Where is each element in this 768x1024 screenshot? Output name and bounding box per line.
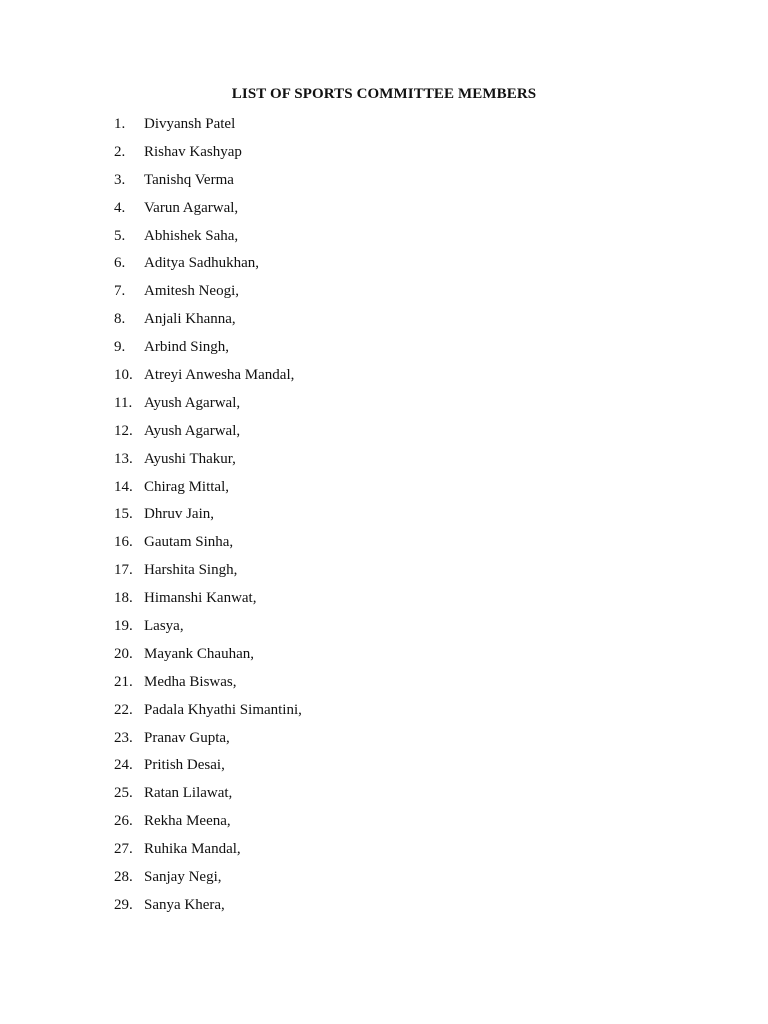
list-item-number: 12.	[114, 422, 133, 439]
list-item-number: 17.	[114, 562, 133, 579]
list-item	[0, 307, 768, 335]
list-item-name: Tanishq Verma	[144, 171, 234, 188]
list-item	[0, 558, 768, 586]
list-item-number: 23.	[114, 729, 133, 746]
page-title: LIST OF SPORTS COMMITTEE MEMBERS	[231, 86, 537, 102]
list-item	[0, 391, 768, 419]
list-item-name: Gautam Sinha,	[144, 534, 234, 551]
list-item	[0, 642, 768, 670]
list-item-number: 7.	[114, 283, 126, 300]
list-item-number: 9.	[114, 339, 126, 356]
member-list	[0, 112, 768, 921]
list-item	[0, 168, 768, 196]
list-item-name: Medha Biswas,	[144, 673, 237, 690]
list-item-name: Atreyi Anwesha Mandal,	[144, 367, 295, 384]
list-item	[0, 363, 768, 391]
list-item	[0, 140, 768, 168]
list-item-name: Padala Khyathi Simantini,	[144, 701, 302, 718]
list-item-number: 13.	[114, 450, 133, 467]
list-item	[0, 893, 768, 921]
list-item-name: Abhishek Saha,	[144, 227, 239, 244]
list-item-name: Dhruv Jain,	[144, 506, 214, 523]
list-item	[0, 335, 768, 363]
list-item-number: 16.	[114, 534, 133, 551]
list-item-name: Aditya Sadhukhan,	[144, 255, 259, 272]
list-item-number: 25.	[114, 785, 133, 802]
list-item-name: Himanshi Kanwat,	[144, 590, 257, 607]
list-item	[0, 447, 768, 475]
list-item-name: Varun Agarwal,	[144, 199, 239, 216]
list-item	[0, 670, 768, 698]
list-item-name: Amitesh Neogi,	[144, 283, 239, 300]
list-item-name: Chirag Mittal,	[144, 478, 229, 495]
list-item-name: Arbind Singh,	[144, 339, 230, 356]
list-item-name: Rishav Kashyap	[144, 143, 242, 160]
list-item-number: 1.	[114, 116, 126, 132]
list-item	[0, 112, 768, 140]
list-item-number: 19.	[114, 618, 133, 635]
list-item	[0, 196, 768, 224]
list-item-number: 3.	[114, 171, 126, 188]
list-item-number: 24.	[114, 757, 133, 774]
list-item-number: 6.	[114, 255, 126, 272]
list-item-number: 10.	[114, 367, 133, 384]
list-item-number: 4.	[114, 199, 126, 216]
list-item-name: Pranav Gupta,	[144, 729, 230, 746]
list-item-name: Ruhika Mandal,	[144, 841, 241, 858]
list-item-number: 29.	[114, 896, 133, 913]
list-item-number: 2.	[114, 143, 126, 160]
list-item-name: Ratan Lilawat,	[144, 785, 233, 802]
list-item-name: Ayush Agarwal,	[144, 394, 241, 411]
list-item-number: 20.	[114, 645, 133, 662]
list-item-name: Sanya Khera,	[144, 896, 225, 913]
list-item	[0, 586, 768, 614]
list-item-number: 18.	[114, 590, 133, 607]
list-item	[0, 530, 768, 558]
list-item	[0, 224, 768, 252]
list-item	[0, 837, 768, 865]
list-item	[0, 781, 768, 809]
list-item-name: Lasya,	[144, 618, 184, 635]
list-item-name: Sanjay Negi,	[144, 869, 222, 886]
list-item-number: 14.	[114, 478, 133, 495]
list-item-name: Ayushi Thakur,	[144, 450, 236, 467]
list-item	[0, 865, 768, 893]
list-item	[0, 475, 768, 503]
list-item-name: Anjali Khanna,	[144, 311, 236, 328]
list-item-name: Rekha Meena,	[144, 813, 231, 830]
list-item	[0, 698, 768, 726]
list-item	[0, 809, 768, 837]
list-item	[0, 279, 768, 307]
list-item-number: 8.	[114, 311, 126, 328]
list-item-name: Pritish Desai,	[144, 757, 225, 774]
list-item	[0, 753, 768, 781]
list-item	[0, 502, 768, 530]
list-item	[0, 614, 768, 642]
list-item	[0, 419, 768, 447]
list-item-name: Mayank Chauhan,	[144, 645, 254, 662]
list-item-number: 26.	[114, 813, 133, 830]
list-item-name: Ayush Agarwal,	[144, 422, 241, 439]
list-item-number: 27.	[114, 841, 133, 858]
list-item-number: 5.	[114, 227, 126, 244]
list-item-number: 28.	[114, 869, 133, 886]
list-item-number: 15.	[114, 506, 133, 523]
list-item-number: 22.	[114, 701, 133, 718]
list-item-number: 21.	[114, 673, 133, 690]
list-item-name: Divyansh Patel	[144, 116, 236, 132]
list-item	[0, 726, 768, 754]
list-item	[0, 251, 768, 279]
list-item-number: 11.	[114, 394, 133, 411]
list-item-name: Harshita Singh,	[144, 562, 238, 579]
